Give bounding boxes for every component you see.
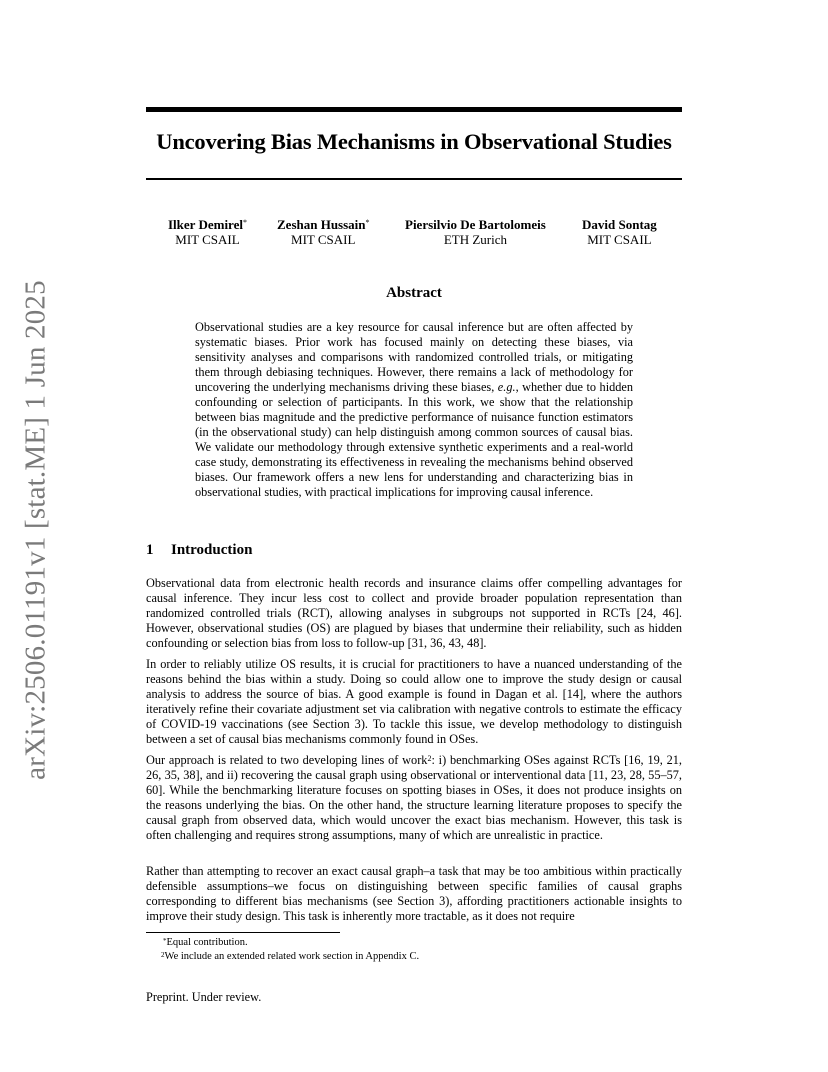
title-top-rule bbox=[146, 107, 682, 112]
section-title: Introduction bbox=[171, 542, 253, 558]
author-name: Piersilvio De Bartolomeis bbox=[405, 217, 546, 232]
footnote-mark: * bbox=[163, 937, 167, 945]
footnote-2 bbox=[161, 950, 419, 963]
paragraph-part: : i) benchmarking OSes against RCTs [16, 19, 21, 26, 35, 38], and ii) recovering the causal graph using observational or interventional data [11, 23, 28, 55–57, 60]. While the benchmarking literature focuses on spotting biases in OSes, it does not produce insights on the reasons underlying the bias. On the other hand, the structure learning literature proposes to specify the causal graph from observed data, which would uncover the exact bias mechanism. However, this task is often challenging and requires strong assumptions, many of which are unrealistic in practice. bbox=[146, 753, 682, 842]
author-name: David Sontag bbox=[582, 217, 657, 232]
paragraph-2: In order to reliably utilize OS results, it is crucial for practitioners to have a nuanced understanding of the reasons behind the bias within a study. Doing so could allow one to improve the study design or causal analysis to address the source of bias. A good example is found in Dagan et al. [14], where the authors iteratively refine their covariate adjustment set via calibration with negative controls to estimate the efficacy of COVID-19 vaccinations (see Section 3). To tackle this issue, we develop methodology to distinguish between a set of causal bias mechanisms commonly found in OSes. bbox=[146, 657, 682, 746]
abstract-part: Observational studies are a key resource for causal inference but are often affected by systematic biases. Prior work has focused mainly on detecting these biases, via sensitivity analyses and comparisons with randomized controlled trials, or mitigating them through debiasing techniques. However, there remains a lack of methodology for uncovering the underlying mechanisms driving these biases, bbox=[195, 320, 633, 394]
footnote-ref: 2 bbox=[427, 754, 432, 763]
footnote-mark: 2 bbox=[161, 951, 165, 959]
equal-contribution-mark: * bbox=[242, 218, 247, 227]
paper-title: Uncovering Bias Mechanisms in Observational Studies bbox=[156, 129, 672, 154]
footnote-1 bbox=[163, 936, 248, 949]
section-heading bbox=[146, 542, 252, 559]
section-number: 1 bbox=[146, 542, 154, 558]
author-affiliation: MIT CSAIL bbox=[175, 232, 240, 247]
footnote-text: Equal contribution. bbox=[166, 937, 248, 948]
abstract-heading: Abstract bbox=[386, 285, 442, 301]
author-name: Zeshan Hussain bbox=[277, 217, 366, 232]
author-4 bbox=[582, 217, 657, 247]
author-affiliation: MIT CSAIL bbox=[291, 232, 356, 247]
footnote-text: We include an extended related work section in Appendix C. bbox=[164, 951, 420, 962]
author-name: Ilker Demirel bbox=[168, 217, 243, 232]
paragraph-part: Our approach is related to two developing lines of work bbox=[146, 753, 428, 767]
author-1 bbox=[168, 217, 247, 247]
author-block bbox=[146, 217, 682, 251]
author-2 bbox=[277, 217, 370, 247]
preprint-note: Preprint. Under review. bbox=[146, 990, 262, 1004]
abstract-eg: e.g. bbox=[497, 380, 516, 394]
author-affiliation: ETH Zurich bbox=[443, 232, 507, 247]
footnote-rule bbox=[146, 932, 340, 933]
paragraph-4: Rather than attempting to recover an exact causal graph–a task that may be too ambitious within practically defensible assumptions–we focus on distinguishing between specific families of causal graphs corresponding to different bias mechanisms (see Section 3), affording practitioners actionable insights to improve their study design. This task is inherently more tractable, as it does not require bbox=[146, 864, 682, 923]
equal-contribution-mark: * bbox=[365, 218, 370, 227]
author-3 bbox=[405, 217, 546, 247]
arxiv-stamp: arXiv:2506.01191v1 [stat.ME] 1 Jun 2025 bbox=[19, 280, 52, 780]
paragraph-3 bbox=[146, 753, 682, 843]
abstract-text bbox=[195, 320, 633, 500]
author-affiliation: MIT CSAIL bbox=[587, 232, 652, 247]
paragraph-1: Observational data from electronic health records and insurance claims offer compelling advantages for causal inference. They incur less cost to collect and provide broader population representation than randomized controlled trials (RCT), allowing analyses in subgroups not supported in RCTs [24, 46]. However, observational studies (OS) are plagued by biases that undermine their reliability, such as hidden confounding or selection bias from loss to follow-up [31, 36, 43, 48]. bbox=[146, 576, 682, 650]
title-bottom-rule bbox=[146, 178, 682, 180]
abstract-part: , whether due to hidden confounding or selection of participants. In this work, we show that the relationship between bias magnitude and the predictive performance of nuisance function estimators (in the observational study) can help distinguish among common sources of causal bias. We validate our methodology through extensive synthetic experiments and a real-world case study, demonstrating its effectiveness in revealing the mechanisms behind observed biases. Our framework offers a new lens for understanding and characterizing bias in observational studies, with practical implications for improving causal inference. bbox=[195, 380, 634, 499]
